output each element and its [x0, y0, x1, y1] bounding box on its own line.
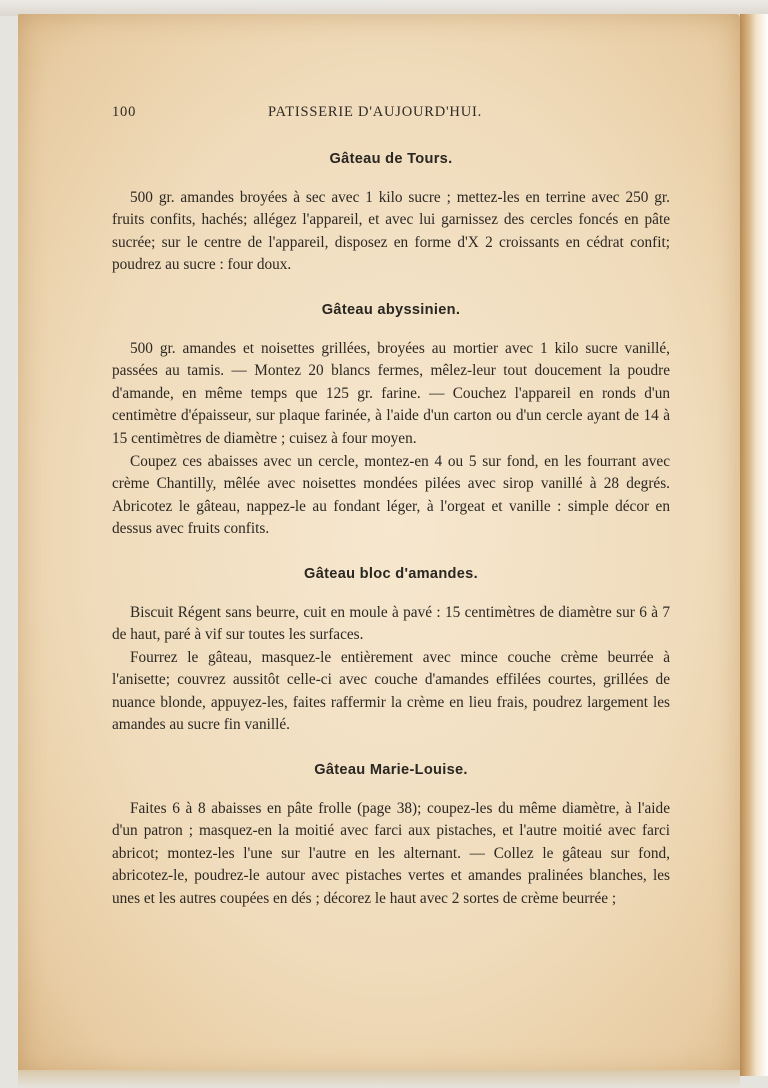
recipe-title: Gâteau de Tours. [329, 151, 453, 167]
recipe-section-tours [112, 148, 670, 277]
recipe-paragraph: Coupez ces abaisses avec un cercle, montez-en 4 ou 5 sur fond, en les fourrant avec crème Chantilly, mêlée avec noisettes mondées pilées avec sirop vanillé à 28 degrés. Abricotez le gâteau, nappez-le au fondant léger, à l'orgeat et vanille : simple décor en dessus avec fruits confits. [112, 452, 670, 538]
recipe-section-marie-louise [112, 759, 670, 911]
page-number: 100 [112, 104, 137, 120]
recipe-paragraph: Faites 6 à 8 abaisses en pâte frolle (page 38); coupez-les du même diamètre, à l'aide d'un patron ; masquez-en la moitié avec farci aux pistaches, et l'autre moitié avec farci abricot; montez-les l'une sur l'autre en les alternant. — Collez le gâteau sur fond, abricotez-le, poudrez-le autour avec pistaches vertes et amandes pralinées blanches, les unes et les autres coupées en dés ; décorez le haut avec 2 sortes de crème beurrée ; [112, 799, 670, 908]
recipe-section-bloc-amandes [112, 563, 670, 737]
page-content [112, 148, 670, 933]
book-binding-edge [740, 14, 768, 1076]
page-bottom-edge [18, 1070, 740, 1088]
recipe-title: Gâteau Marie-Louise. [314, 762, 468, 779]
running-title: PATISSERIE D'AUJOURD'HUI. [268, 104, 483, 120]
recipe-title: Gâteau abyssinien. [321, 301, 461, 318]
recipe-section-abyssinien [112, 299, 670, 541]
recipe-paragraph: 500 gr. amandes et noisettes grillées, broyées au mortier avec 1 kilo sucre vanillé, passées au tamis. — Montez 20 blancs fermes, mêlez-leur tout doucement la poudre d'amande, en même temps que 125 gr. farine. — Couchez l'appareil en ronds d'un centimètre d'épaisseur, sur plaque farinée, à l'aide d'un carton ou d'un cercle ayant de 14 à 15 centimètres de diamètre ; cuisez à four moyen. [112, 339, 670, 447]
recipe-paragraph: 500 gr. amandes broyées à sec avec 1 kilo sucre ; mettez-les en terrine avec 250 gr. fruits confits, hachés; allégez l'appareil, et avec lui garnissez des cercles foncés en pâte sucrée; sur le centre de l'appareil, disposez en forme d'X 2 croissants en cédrat confit; poudrez au sucre : four doux. [112, 188, 670, 274]
running-head [112, 104, 672, 124]
recipe-paragraph: Biscuit Régent sans beurre, cuit en moule à pavé : 15 centimètres de diamètre sur 6 à 7 de haut, paré à vif sur toutes les surfaces. [112, 603, 670, 644]
recipe-paragraph: Fourrez le gâteau, masquez-le entièrement avec mince couche crème beurrée à l'anisette; couvrez aussitôt celle-ci avec couche d'amandes effilées courtes, grillées de nuance blonde, appuyez-les, faites raffermir la crème en lieu frais, poudrez largement les amandes au sucre fin vanillé. [112, 648, 670, 734]
recipe-title: Gâteau bloc d'amandes. [304, 565, 478, 582]
